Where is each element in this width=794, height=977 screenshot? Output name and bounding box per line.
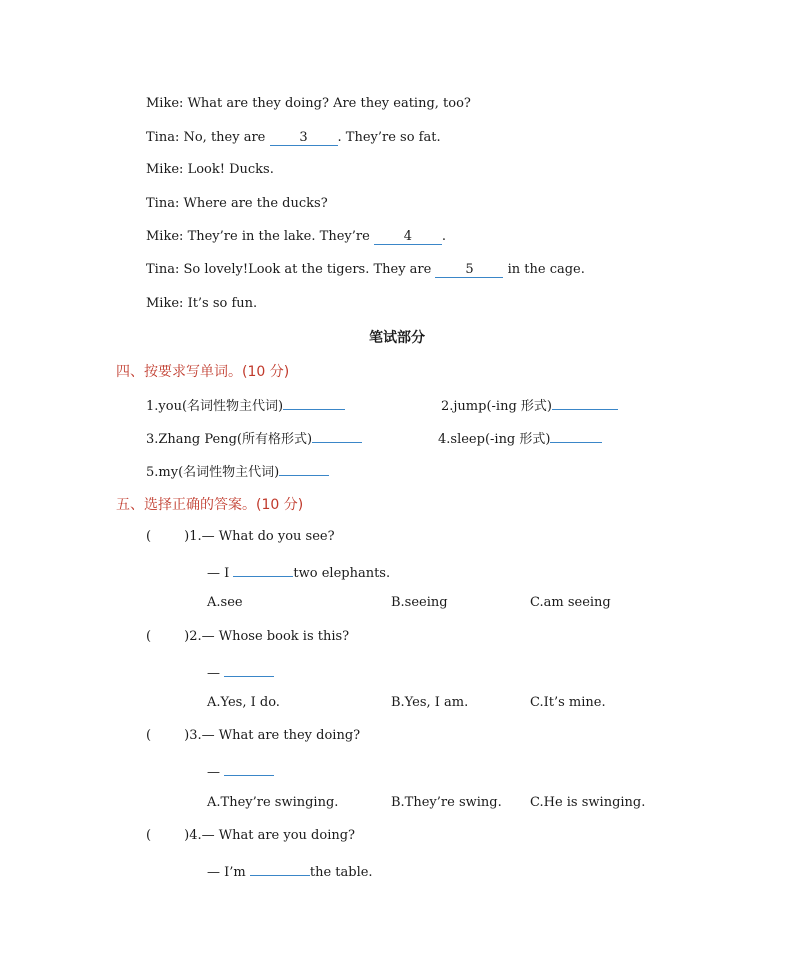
question-2-answer bbox=[207, 662, 274, 682]
answer-blank[interactable] bbox=[224, 662, 274, 677]
option-a: A.see bbox=[207, 595, 243, 610]
speaker: Mike: bbox=[146, 229, 184, 244]
question-2 bbox=[146, 629, 349, 645]
question-4 bbox=[146, 828, 355, 844]
word-item-4 bbox=[438, 428, 602, 448]
speaker: Tina: bbox=[146, 130, 180, 145]
answer-paren[interactable]: ( ) bbox=[146, 828, 190, 843]
dialogue-line-3 bbox=[146, 162, 274, 178]
word-item-5 bbox=[146, 461, 329, 481]
dialogue-text: So lovely!Look at the tigers. They are bbox=[183, 262, 436, 277]
question-3-answer bbox=[207, 761, 274, 781]
section-5-title: 五、选择正确的答案。(10 分) bbox=[116, 497, 304, 513]
answer-paren[interactable]: ( ) bbox=[146, 529, 190, 544]
question-1-answer bbox=[207, 562, 390, 582]
word-blank[interactable] bbox=[279, 461, 329, 476]
dialogue-text: They’re in the lake. They’re bbox=[187, 229, 374, 244]
answer-blank[interactable]: 3 bbox=[270, 131, 338, 146]
answer-blank[interactable]: 5 bbox=[435, 263, 503, 278]
option-a: A.They’re swinging. bbox=[207, 795, 339, 810]
dialogue-text: What are they doing? Are they eating, too? bbox=[187, 96, 471, 111]
option-c: C.am seeing bbox=[530, 595, 611, 610]
question-text: 1.— What do you see? bbox=[189, 529, 335, 544]
question-1 bbox=[146, 529, 335, 545]
dialogue-text: It’s so fun. bbox=[187, 296, 258, 311]
dialogue-text: in the cage. bbox=[503, 262, 585, 277]
option-b: B.Yes, I am. bbox=[391, 695, 469, 710]
answer-suffix: two elephants. bbox=[293, 566, 391, 581]
dialogue-text: . They’re so fat. bbox=[337, 130, 441, 145]
question-text: 2.— Whose book is this? bbox=[189, 629, 350, 644]
word-blank[interactable] bbox=[283, 395, 345, 410]
dialogue-text: Look! Ducks. bbox=[187, 162, 274, 177]
dialogue-line-4 bbox=[146, 196, 328, 212]
answer-blank[interactable] bbox=[250, 861, 310, 876]
answer-blank[interactable] bbox=[233, 562, 293, 577]
speaker: Tina: bbox=[146, 262, 180, 277]
word-item-2 bbox=[441, 395, 618, 415]
speaker: Mike: bbox=[146, 296, 184, 311]
word-prompt: 5.my(名词性物主代词) bbox=[146, 465, 280, 480]
word-blank[interactable] bbox=[550, 428, 602, 443]
word-prompt: 4.sleep(-ing 形式) bbox=[438, 432, 551, 447]
question-3 bbox=[146, 728, 360, 744]
dialogue-line-2 bbox=[146, 130, 441, 146]
question-text: 4.— What are you doing? bbox=[189, 828, 356, 843]
dialogue-line-7 bbox=[146, 296, 257, 312]
answer-prefix: — bbox=[207, 765, 225, 780]
speaker: Mike: bbox=[146, 162, 184, 177]
word-blank[interactable] bbox=[312, 428, 362, 443]
answer-paren[interactable]: ( ) bbox=[146, 629, 190, 644]
speaker: Tina: bbox=[146, 196, 180, 211]
answer-paren[interactable]: ( ) bbox=[146, 728, 190, 743]
section-4-title: 四、按要求写单词。(10 分) bbox=[116, 364, 290, 380]
dialogue-line-1 bbox=[146, 96, 471, 112]
word-prompt: 1.you(名词性物主代词) bbox=[146, 399, 284, 414]
option-c: C.It’s mine. bbox=[530, 695, 606, 710]
dialogue-text: No, they are bbox=[183, 130, 270, 145]
answer-prefix: — I bbox=[207, 566, 234, 581]
word-item-1 bbox=[146, 395, 345, 415]
answer-blank[interactable] bbox=[224, 761, 274, 776]
speaker: Mike: bbox=[146, 96, 184, 111]
answer-prefix: — bbox=[207, 666, 225, 681]
answer-suffix: the table. bbox=[309, 865, 373, 880]
option-a: A.Yes, I do. bbox=[207, 695, 280, 710]
word-prompt: 2.jump(-ing 形式) bbox=[441, 399, 552, 414]
dialogue-line-6 bbox=[146, 262, 585, 278]
dialogue-text: . bbox=[441, 229, 447, 244]
question-text: 3.— What are they doing? bbox=[189, 728, 361, 743]
option-b: B.They’re swing. bbox=[391, 795, 502, 810]
option-b: B.seeing bbox=[391, 595, 448, 610]
option-c: C.He is swinging. bbox=[530, 795, 646, 810]
word-prompt: 3.Zhang Peng(所有格形式) bbox=[146, 432, 313, 447]
answer-prefix: — I’m bbox=[207, 865, 250, 880]
question-4-answer bbox=[207, 861, 373, 881]
answer-blank[interactable]: 4 bbox=[374, 230, 442, 245]
word-blank[interactable] bbox=[552, 395, 618, 410]
written-part-title: 笔试部分 bbox=[369, 330, 425, 346]
word-item-3 bbox=[146, 428, 362, 448]
dialogue-text: Where are the ducks? bbox=[183, 196, 328, 211]
dialogue-line-5 bbox=[146, 229, 446, 245]
